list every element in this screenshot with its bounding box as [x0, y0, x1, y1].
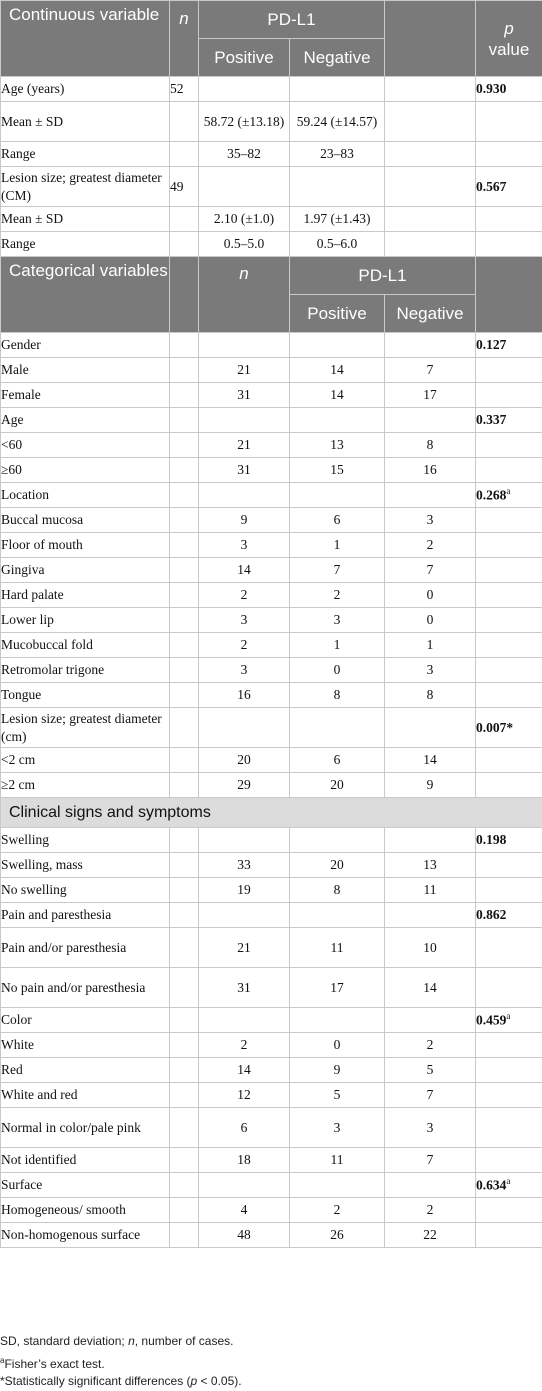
table-row — [1, 773, 542, 798]
group-row — [1, 1173, 542, 1198]
table-row — [1, 1148, 542, 1173]
positive-cell: 13 — [290, 433, 385, 458]
row-label: Age — [1, 408, 170, 433]
negative-cell — [385, 483, 476, 508]
n-cell — [170, 142, 199, 167]
p-value-cell — [476, 433, 542, 458]
n-cell — [199, 483, 290, 508]
n-cell — [170, 207, 199, 232]
negative-cell: 7 — [385, 1148, 476, 1173]
p-value-cell: 0.567 — [476, 167, 542, 207]
p-value-cell — [476, 608, 542, 633]
row-label: Pain and paresthesia — [1, 903, 170, 928]
p-value-cell — [476, 458, 542, 483]
table-row — [1, 878, 542, 903]
negative-cell — [385, 903, 476, 928]
positive-cell: 11 — [290, 928, 385, 968]
group-row — [1, 828, 542, 853]
table-row — [1, 683, 542, 708]
positive-cell: 14 — [290, 383, 385, 408]
n-cell: 20 — [199, 748, 290, 773]
blank-cell — [385, 207, 476, 232]
negative-cell: 17 — [385, 383, 476, 408]
positive-cell: 7 — [290, 558, 385, 583]
negative-cell — [385, 333, 476, 358]
blank-cell — [170, 748, 199, 773]
blank-cell — [170, 583, 199, 608]
p-value-cell — [476, 968, 542, 1008]
blank-cell — [170, 1083, 199, 1108]
negative-cell: 11 — [385, 878, 476, 903]
header-negative: Negative — [290, 39, 385, 77]
blank-cell — [170, 828, 199, 853]
positive-cell: 0 — [290, 1033, 385, 1058]
row-label: Swelling — [1, 828, 170, 853]
group-row — [1, 483, 542, 508]
positive-cell: 14 — [290, 358, 385, 383]
header-p-letter: p — [504, 18, 514, 38]
blank-cell — [170, 533, 199, 558]
positive-cell — [290, 903, 385, 928]
table-row — [1, 1223, 542, 1248]
negative-cell — [385, 1008, 476, 1033]
n-cell: 18 — [199, 1148, 290, 1173]
header-categorical-variables: Categorical variables — [1, 257, 170, 333]
blank-cell — [170, 928, 199, 968]
negative-cell: 10 — [385, 928, 476, 968]
p-value-cell: 0.634$^a$ — [476, 1173, 542, 1198]
negative-cell: 7 — [385, 1083, 476, 1108]
negative-cell — [385, 828, 476, 853]
table-row — [1, 433, 542, 458]
row-label: Gender — [1, 333, 170, 358]
blank-cell — [170, 1033, 199, 1058]
header-blank-cell — [170, 257, 199, 333]
negative-cell: 3 — [385, 508, 476, 533]
n-cell — [199, 408, 290, 433]
row-label: Lesion size; greatest diameter (cm) — [1, 708, 170, 748]
row-label: Buccal mucosa — [1, 508, 170, 533]
header-pdl1-group: PD-L1 — [199, 1, 385, 39]
positive-cell: 20 — [290, 853, 385, 878]
p-value-cell — [476, 508, 542, 533]
row-label: Gingiva — [1, 558, 170, 583]
blank-cell — [170, 968, 199, 1008]
p-value-cell — [476, 1083, 542, 1108]
p-value-cell — [476, 102, 542, 142]
footnote-sd: SD, standard deviation; n, number of cases. — [0, 1334, 234, 1348]
table-row — [1, 583, 542, 608]
blank-cell — [170, 433, 199, 458]
blank-cell — [170, 508, 199, 533]
p-value-cell: 0.459$^a$ — [476, 1008, 542, 1033]
n-cell — [199, 333, 290, 358]
n-cell — [170, 102, 199, 142]
blank-cell — [170, 333, 199, 358]
p-value-cell — [476, 358, 542, 383]
blank-cell — [170, 383, 199, 408]
group-row — [1, 708, 542, 748]
blank-cell — [170, 903, 199, 928]
row-label: White and red — [1, 1083, 170, 1108]
p-value-cell — [476, 853, 542, 878]
blank-cell — [170, 408, 199, 433]
header-negative: Negative — [385, 295, 476, 333]
row-label: Surface — [1, 1173, 170, 1198]
header-continuous-variable: Continuous variable — [1, 1, 170, 77]
table-row — [1, 383, 542, 408]
negative-cell — [385, 1173, 476, 1198]
p-value-cell — [476, 928, 542, 968]
blank-cell — [385, 77, 476, 102]
n-cell: 21 — [199, 928, 290, 968]
negative-cell: 3 — [385, 658, 476, 683]
row-label: <60 — [1, 433, 170, 458]
negative-cell — [385, 708, 476, 748]
blank-cell — [170, 483, 199, 508]
p-value-cell: 0.337 — [476, 408, 542, 433]
negative-cell: 0.5–6.0 — [290, 232, 385, 257]
row-label: Red — [1, 1058, 170, 1083]
blank-cell — [170, 1108, 199, 1148]
n-cell: 16 — [199, 683, 290, 708]
p-value-cell — [476, 748, 542, 773]
n-cell — [199, 708, 290, 748]
header-positive: Positive — [290, 295, 385, 333]
header-blank-cell — [476, 257, 542, 333]
n-cell: 33 — [199, 853, 290, 878]
negative-cell: 1 — [385, 633, 476, 658]
p-value-cell — [476, 1058, 542, 1083]
section-title: Clinical signs and symptoms — [1, 798, 542, 828]
n-cell: 31 — [199, 458, 290, 483]
row-label: Color — [1, 1008, 170, 1033]
blank-cell — [170, 853, 199, 878]
p-value-cell: 0.268$^a$ — [476, 483, 542, 508]
p-value-cell: 0.198 — [476, 828, 542, 853]
n-cell: 3 — [199, 608, 290, 633]
p-value-cell — [476, 1223, 542, 1248]
blank-cell — [385, 102, 476, 142]
row-label: Male — [1, 358, 170, 383]
negative-cell: 8 — [385, 683, 476, 708]
blank-cell — [170, 633, 199, 658]
negative-cell: 8 — [385, 433, 476, 458]
n-cell: 31 — [199, 383, 290, 408]
table-row — [1, 358, 542, 383]
n-cell — [199, 1008, 290, 1033]
p-value-cell — [476, 1033, 542, 1058]
p-value-cell — [476, 583, 542, 608]
p-value-cell: 0.007* — [476, 708, 542, 748]
negative-cell: 5 — [385, 1058, 476, 1083]
table-row — [1, 508, 542, 533]
negative-cell: 22 — [385, 1223, 476, 1248]
positive-cell — [290, 828, 385, 853]
n-cell: 14 — [199, 558, 290, 583]
positive-cell: 9 — [290, 1058, 385, 1083]
p-value-cell: 0.930 — [476, 77, 542, 102]
p-value-cell — [476, 1108, 542, 1148]
positive-cell: 20 — [290, 773, 385, 798]
positive-cell — [290, 1008, 385, 1033]
blank-cell — [170, 558, 199, 583]
table-row — [1, 608, 542, 633]
row-label: Lesion size; greatest diameter (CM) — [1, 167, 170, 207]
table-row — [1, 207, 542, 232]
positive-cell — [290, 408, 385, 433]
positive-cell: 5 — [290, 1083, 385, 1108]
positive-cell: 2 — [290, 583, 385, 608]
p-value-cell: 0.862 — [476, 903, 542, 928]
p-value-cell — [476, 232, 542, 257]
table-row — [1, 533, 542, 558]
row-label: Mucobuccal fold — [1, 633, 170, 658]
header-value-word: value — [488, 39, 530, 59]
positive-cell: 6 — [290, 748, 385, 773]
table-row — [1, 1108, 542, 1148]
row-label: Range — [1, 142, 170, 167]
positive-cell: 11 — [290, 1148, 385, 1173]
table-row — [1, 102, 542, 142]
header-positive: Positive — [199, 39, 290, 77]
table-row — [1, 1058, 542, 1083]
negative-cell: 2 — [385, 533, 476, 558]
positive-cell: 2 — [290, 1198, 385, 1223]
group-row — [1, 333, 542, 358]
group-row — [1, 903, 542, 928]
row-label: Retromolar trigone — [1, 658, 170, 683]
row-label: Location — [1, 483, 170, 508]
n-cell: 21 — [199, 358, 290, 383]
n-cell — [199, 1173, 290, 1198]
negative-cell: 23–83 — [290, 142, 385, 167]
positive-cell: 15 — [290, 458, 385, 483]
blank-cell — [170, 608, 199, 633]
blank-cell — [170, 1173, 199, 1198]
n-cell: 31 — [199, 968, 290, 1008]
blank-cell — [170, 658, 199, 683]
blank-cell — [170, 358, 199, 383]
p-value-cell: 0.127 — [476, 333, 542, 358]
blank-cell — [385, 142, 476, 167]
negative-cell: 13 — [385, 853, 476, 878]
blank-cell — [385, 167, 476, 207]
categorical-rows — [1, 333, 542, 798]
p-value-cell — [476, 878, 542, 903]
row-label: Mean ± SD — [1, 102, 170, 142]
p-value-cell — [476, 207, 542, 232]
negative-cell: 0 — [385, 608, 476, 633]
table-row — [1, 142, 542, 167]
positive-cell: 3 — [290, 1108, 385, 1148]
table-row — [1, 1198, 542, 1223]
blank-cell — [170, 1198, 199, 1223]
blank-cell — [170, 1058, 199, 1083]
negative-cell — [290, 167, 385, 207]
n-cell: 4 — [199, 1198, 290, 1223]
positive-cell: 1 — [290, 633, 385, 658]
positive-cell: 1 — [290, 533, 385, 558]
group-row — [1, 1008, 542, 1033]
row-label: ≥2 cm — [1, 773, 170, 798]
n-cell: 49 — [170, 167, 199, 207]
positive-cell: 3 — [290, 608, 385, 633]
negative-cell: 16 — [385, 458, 476, 483]
blank-cell — [170, 878, 199, 903]
positive-cell — [199, 167, 290, 207]
positive-cell — [290, 1173, 385, 1198]
negative-cell: 2 — [385, 1198, 476, 1223]
n-cell: 3 — [199, 533, 290, 558]
row-label: Floor of mouth — [1, 533, 170, 558]
positive-cell — [290, 333, 385, 358]
row-label: Non-homogenous surface — [1, 1223, 170, 1248]
row-label: No pain and/or paresthesia — [1, 968, 170, 1008]
row-label: Hard palate — [1, 583, 170, 608]
table-row — [1, 458, 542, 483]
table-row — [1, 748, 542, 773]
table-row — [1, 853, 542, 878]
row-label: ≥60 — [1, 458, 170, 483]
p-value-cell — [476, 533, 542, 558]
negative-cell: 2 — [385, 1033, 476, 1058]
blank-cell — [170, 773, 199, 798]
p-value-cell — [476, 658, 542, 683]
n-cell — [199, 828, 290, 853]
clinical-rows — [1, 828, 542, 1248]
row-label: Mean ± SD — [1, 207, 170, 232]
row-label: Age (years) — [1, 77, 170, 102]
n-cell — [199, 903, 290, 928]
negative-cell: 1.97 (±1.43) — [290, 207, 385, 232]
row-label: Not identified — [1, 1148, 170, 1173]
header-n: n — [170, 1, 199, 77]
p-value-cell — [476, 773, 542, 798]
row-label: Female — [1, 383, 170, 408]
row-label: Homogeneous/ smooth — [1, 1198, 170, 1223]
header-n: n — [199, 257, 290, 333]
table-row — [1, 928, 542, 968]
n-cell: 19 — [199, 878, 290, 903]
blank-cell — [170, 1008, 199, 1033]
n-cell: 52 — [170, 77, 199, 102]
row-label: Tongue — [1, 683, 170, 708]
n-cell: 2 — [199, 583, 290, 608]
negative-cell: 7 — [385, 558, 476, 583]
positive-cell: 6 — [290, 508, 385, 533]
table-row — [1, 1083, 542, 1108]
n-cell: 2 — [199, 1033, 290, 1058]
continuous-rows — [1, 77, 542, 257]
positive-cell: 35–82 — [199, 142, 290, 167]
table-row — [1, 633, 542, 658]
p-value-cell — [476, 683, 542, 708]
table-row — [1, 968, 542, 1008]
negative-cell: 3 — [385, 1108, 476, 1148]
p-value-cell — [476, 633, 542, 658]
group-row — [1, 408, 542, 433]
n-cell: 12 — [199, 1083, 290, 1108]
positive-cell: 0.5–5.0 — [199, 232, 290, 257]
n-cell: 2 — [199, 633, 290, 658]
blank-cell — [170, 458, 199, 483]
n-cell: 6 — [199, 1108, 290, 1148]
negative-cell: 7 — [385, 358, 476, 383]
negative-cell: 0 — [385, 583, 476, 608]
p-value-cell — [476, 1148, 542, 1173]
n-cell: 29 — [199, 773, 290, 798]
blank-cell — [170, 1148, 199, 1173]
header-blank-cell — [385, 1, 476, 77]
negative-cell: 14 — [385, 748, 476, 773]
positive-cell: 26 — [290, 1223, 385, 1248]
table-row — [1, 558, 542, 583]
row-label: White — [1, 1033, 170, 1058]
positive-cell — [290, 483, 385, 508]
table-row — [1, 77, 542, 102]
negative-cell: 59.24 (±14.57) — [290, 102, 385, 142]
p-value-cell — [476, 383, 542, 408]
row-label: Lower lip — [1, 608, 170, 633]
n-cell: 48 — [199, 1223, 290, 1248]
table-row — [1, 167, 542, 207]
p-value-cell — [476, 558, 542, 583]
negative-cell: 9 — [385, 773, 476, 798]
p-value-cell — [476, 1198, 542, 1223]
blank-cell — [170, 1223, 199, 1248]
negative-cell — [290, 77, 385, 102]
positive-cell: 8 — [290, 878, 385, 903]
negative-cell: 14 — [385, 968, 476, 1008]
row-label: Normal in color/pale pink — [1, 1108, 170, 1148]
positive-cell — [199, 77, 290, 102]
n-cell: 21 — [199, 433, 290, 458]
n-cell: 9 — [199, 508, 290, 533]
row-label: Range — [1, 232, 170, 257]
negative-cell — [385, 408, 476, 433]
footnote-fisher: $^a$Fisher’s exact test. — [0, 1356, 105, 1371]
positive-cell: 2.10 (±1.0) — [199, 207, 290, 232]
n-cell — [170, 232, 199, 257]
footnote-significance: *Statistically significant differences (p < 0.05). — [0, 1374, 242, 1388]
blank-cell — [170, 708, 199, 748]
row-label: Pain and/or paresthesia — [1, 928, 170, 968]
positive-cell: 58.72 (±13.18) — [199, 102, 290, 142]
table-row — [1, 232, 542, 257]
positive-cell: 17 — [290, 968, 385, 1008]
n-cell: 14 — [199, 1058, 290, 1083]
header-p-value — [476, 1, 542, 77]
p-value-cell — [476, 142, 542, 167]
positive-cell: 0 — [290, 658, 385, 683]
blank-cell — [385, 232, 476, 257]
row-label: No swelling — [1, 878, 170, 903]
n-cell: 3 — [199, 658, 290, 683]
header-pdl1-group: PD-L1 — [290, 257, 476, 295]
row-label: Swelling, mass — [1, 853, 170, 878]
row-label: <2 cm — [1, 748, 170, 773]
table-row — [1, 1033, 542, 1058]
blank-cell — [170, 683, 199, 708]
positive-cell — [290, 708, 385, 748]
positive-cell: 8 — [290, 683, 385, 708]
table-row — [1, 658, 542, 683]
